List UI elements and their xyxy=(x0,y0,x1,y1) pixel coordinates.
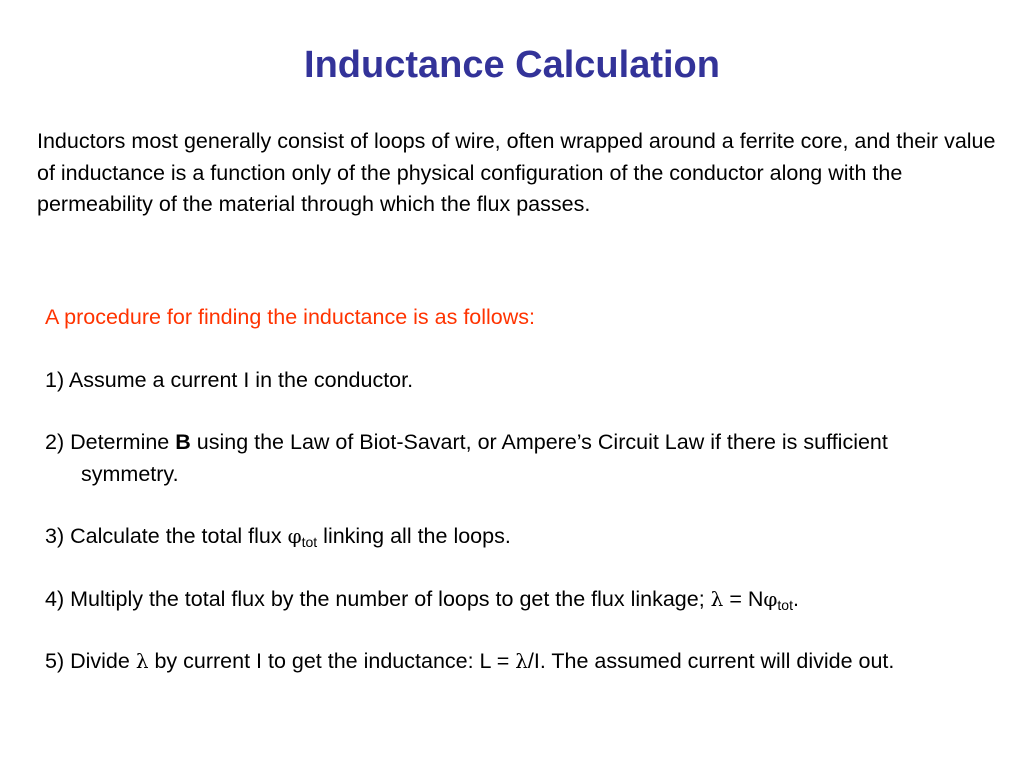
lambda-symbol: λ xyxy=(135,649,149,673)
step-5-text-after: /I. The assumed current will divide out. xyxy=(527,649,895,673)
step-4-equals-n: = N xyxy=(723,586,764,611)
step-5-text-mid: by current I to get the inductance: L = xyxy=(148,649,516,673)
step-2-text-before: 2) Determine xyxy=(45,430,176,454)
intro-paragraph: Inductors most generally consist of loops of wire, often wrapped around a ferrite core, and their value of inductance is a function only of the physical configuration of the conductor along with the permeability of the material through which the flux passes. xyxy=(37,129,996,216)
step-1: 1) Assume a current I in the conductor. xyxy=(45,367,414,392)
slide-title: Inductance Calculation xyxy=(304,44,720,86)
step-2-text-after: using the Law of Biot-Savart, or Ampere’s Circuit Law if there is sufficient symmetry. xyxy=(81,430,888,486)
step-4-text-before: 4) Multiply the total flux by the number of loops to get the flux linkage; xyxy=(45,586,711,611)
step-3 xyxy=(45,521,985,553)
step-3-text-after: linking all the loops. xyxy=(317,524,511,548)
lambda-symbol: λ xyxy=(515,649,528,673)
step-4 xyxy=(45,584,985,616)
step-2-bold-b: B xyxy=(175,430,191,454)
lambda-symbol: λ xyxy=(710,586,724,611)
phi-symbol: φ xyxy=(763,586,778,611)
procedure-heading: A procedure for finding the inductance is as follows: xyxy=(45,305,536,329)
step-5-text-before: 5) Divide xyxy=(45,649,136,673)
phi-symbol: φ xyxy=(287,524,302,548)
step-2 xyxy=(45,427,985,490)
tot-subscript: tot xyxy=(777,596,793,613)
step-5 xyxy=(45,646,985,678)
tot-subscript: tot xyxy=(301,534,318,550)
step-3-text-before: 3) Calculate the total flux xyxy=(45,524,288,548)
procedure-section xyxy=(45,302,985,678)
step-4-text-after: . xyxy=(792,586,799,611)
